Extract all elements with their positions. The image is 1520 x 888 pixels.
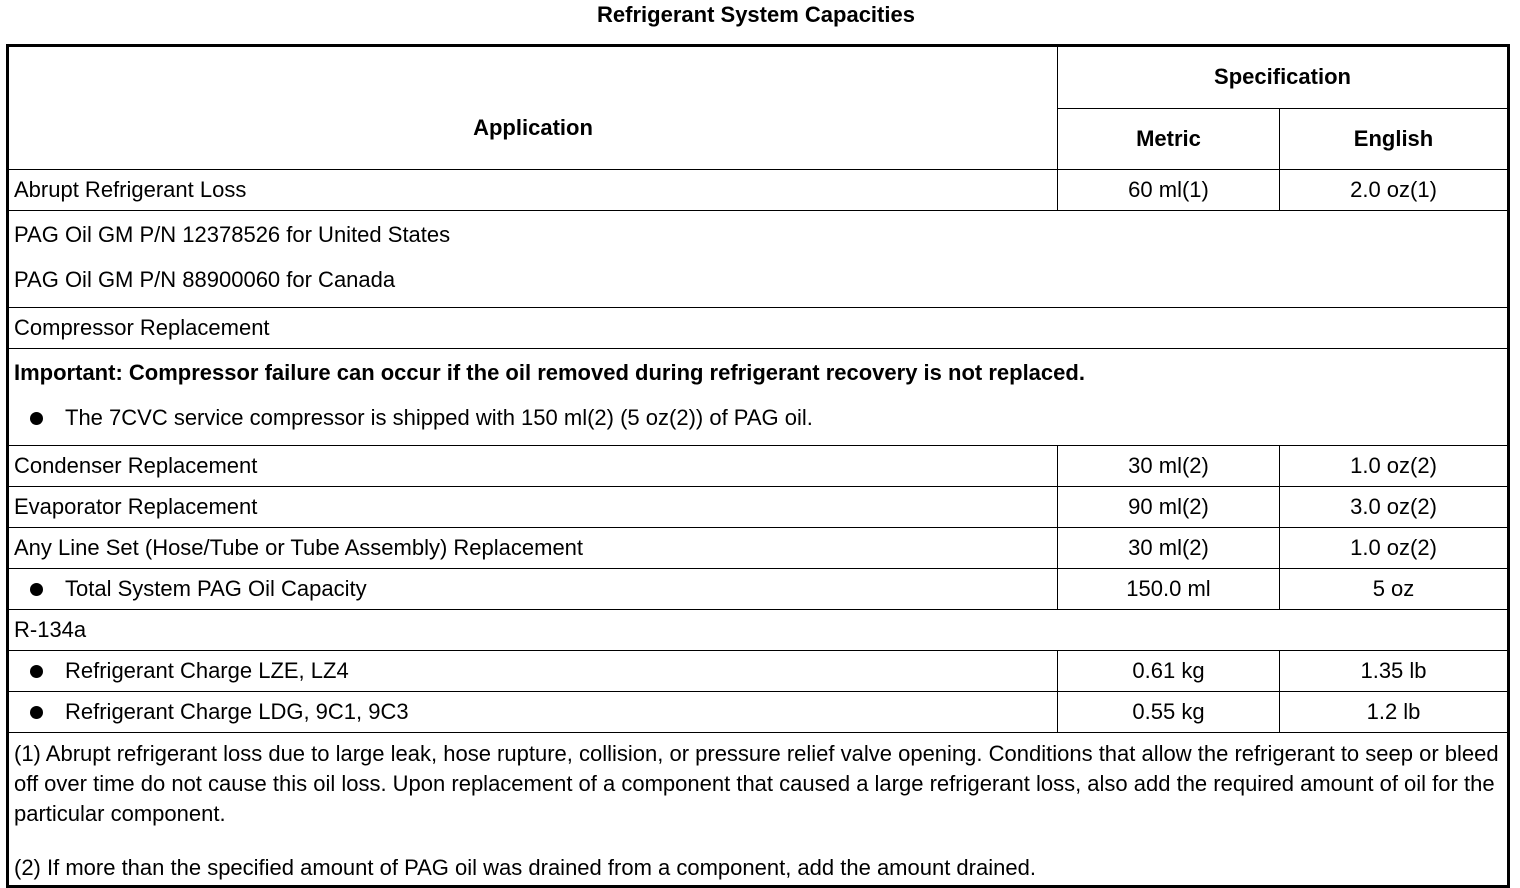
table-row <box>8 528 1509 569</box>
row-label: Any Line Set (Hose/Tube or Tube Assembly) Replacement <box>8 528 1058 569</box>
bullet-icon <box>30 665 43 678</box>
pag-oil-canada: PAG Oil GM P/N 88900060 for Canada <box>14 267 396 292</box>
row-metric-value: 0.61 kg <box>1058 651 1280 692</box>
section-label: R-134a <box>8 610 1509 651</box>
page-title: Refrigerant System Capacities <box>597 2 915 27</box>
table-row <box>8 211 1509 308</box>
section-label: Compressor Replacement <box>8 308 1509 349</box>
row-label: Condenser Replacement <box>8 446 1058 487</box>
footnote-2: (2) If more than the specified amount of PAG oil was drained from a component, add the amount drained. <box>14 855 1036 880</box>
row-metric-value: 30 ml(2) <box>1058 446 1280 487</box>
list-item <box>14 576 1052 602</box>
table-row <box>8 349 1509 446</box>
row-label-cell <box>8 692 1058 733</box>
footnote-1: (1) Abrupt refrigerant loss due to large leak, hose rupture, collision, or pressure relief valve opening. Conditions that allow the refrigerant to seep or bleed off over time do not cause this oil loss. Upon replacement of a component that caused a large refrigerant loss, also add the required amount of oil for the particular component. <box>14 741 1499 826</box>
row-label-cell <box>8 651 1058 692</box>
row-english-value: 1.0 oz(2) <box>1280 446 1509 487</box>
list-item <box>14 403 1502 434</box>
row-english-value: 1.2 lb <box>1280 692 1509 733</box>
row-label-cell <box>8 569 1058 610</box>
table-row <box>8 651 1509 692</box>
row-english-value: 1.35 lb <box>1280 651 1509 692</box>
row-label: Evaporator Replacement <box>8 487 1058 528</box>
row-metric-value: 30 ml(2) <box>1058 528 1280 569</box>
header-application: Application <box>8 46 1058 170</box>
table-row <box>8 308 1509 349</box>
list-item <box>14 699 1052 725</box>
pag-oil-cell <box>8 211 1509 308</box>
table-row <box>8 446 1509 487</box>
row-metric-value: 150.0 ml <box>1058 569 1280 610</box>
header-english: English <box>1280 108 1509 169</box>
header-metric: Metric <box>1058 108 1280 169</box>
bullet-icon <box>30 412 43 425</box>
list-item-text: The 7CVC service compressor is shipped with 150 ml(2) (5 oz(2)) of PAG oil. <box>65 405 813 430</box>
table-row <box>8 487 1509 528</box>
important-cell <box>8 349 1509 446</box>
list-item <box>14 658 1052 684</box>
row-label: Abrupt Refrigerant Loss <box>8 170 1058 211</box>
pag-oil-us: PAG Oil GM P/N 12378526 for United States <box>14 222 451 248</box>
row-english-value: 3.0 oz(2) <box>1280 487 1509 528</box>
table-row <box>8 692 1509 733</box>
row-label: Total System PAG Oil Capacity <box>65 576 367 601</box>
important-note: Important: Compressor failure can occur if the oil removed during refrigerant recovery is not replaced. <box>14 360 1085 386</box>
row-label: Refrigerant Charge LDG, 9C1, 9C3 <box>65 699 409 724</box>
table-row <box>8 733 1509 887</box>
capacities-table <box>6 44 1510 888</box>
row-metric-value: 60 ml(1) <box>1058 170 1280 211</box>
bullet-icon <box>30 583 43 596</box>
footnotes-cell <box>8 733 1509 887</box>
row-label: Refrigerant Charge LZE, LZ4 <box>65 658 349 683</box>
row-english-value: 2.0 oz(1) <box>1280 170 1509 211</box>
row-metric-value: 90 ml(2) <box>1058 487 1280 528</box>
header-specification: Specification <box>1058 46 1509 109</box>
table-row <box>8 170 1509 211</box>
row-english-value: 1.0 oz(2) <box>1280 528 1509 569</box>
table-row <box>8 569 1509 610</box>
bullet-icon <box>30 706 43 719</box>
header-row-1 <box>8 46 1509 109</box>
row-metric-value: 0.55 kg <box>1058 692 1280 733</box>
row-english-value: 5 oz <box>1280 569 1509 610</box>
table-row <box>8 610 1509 651</box>
